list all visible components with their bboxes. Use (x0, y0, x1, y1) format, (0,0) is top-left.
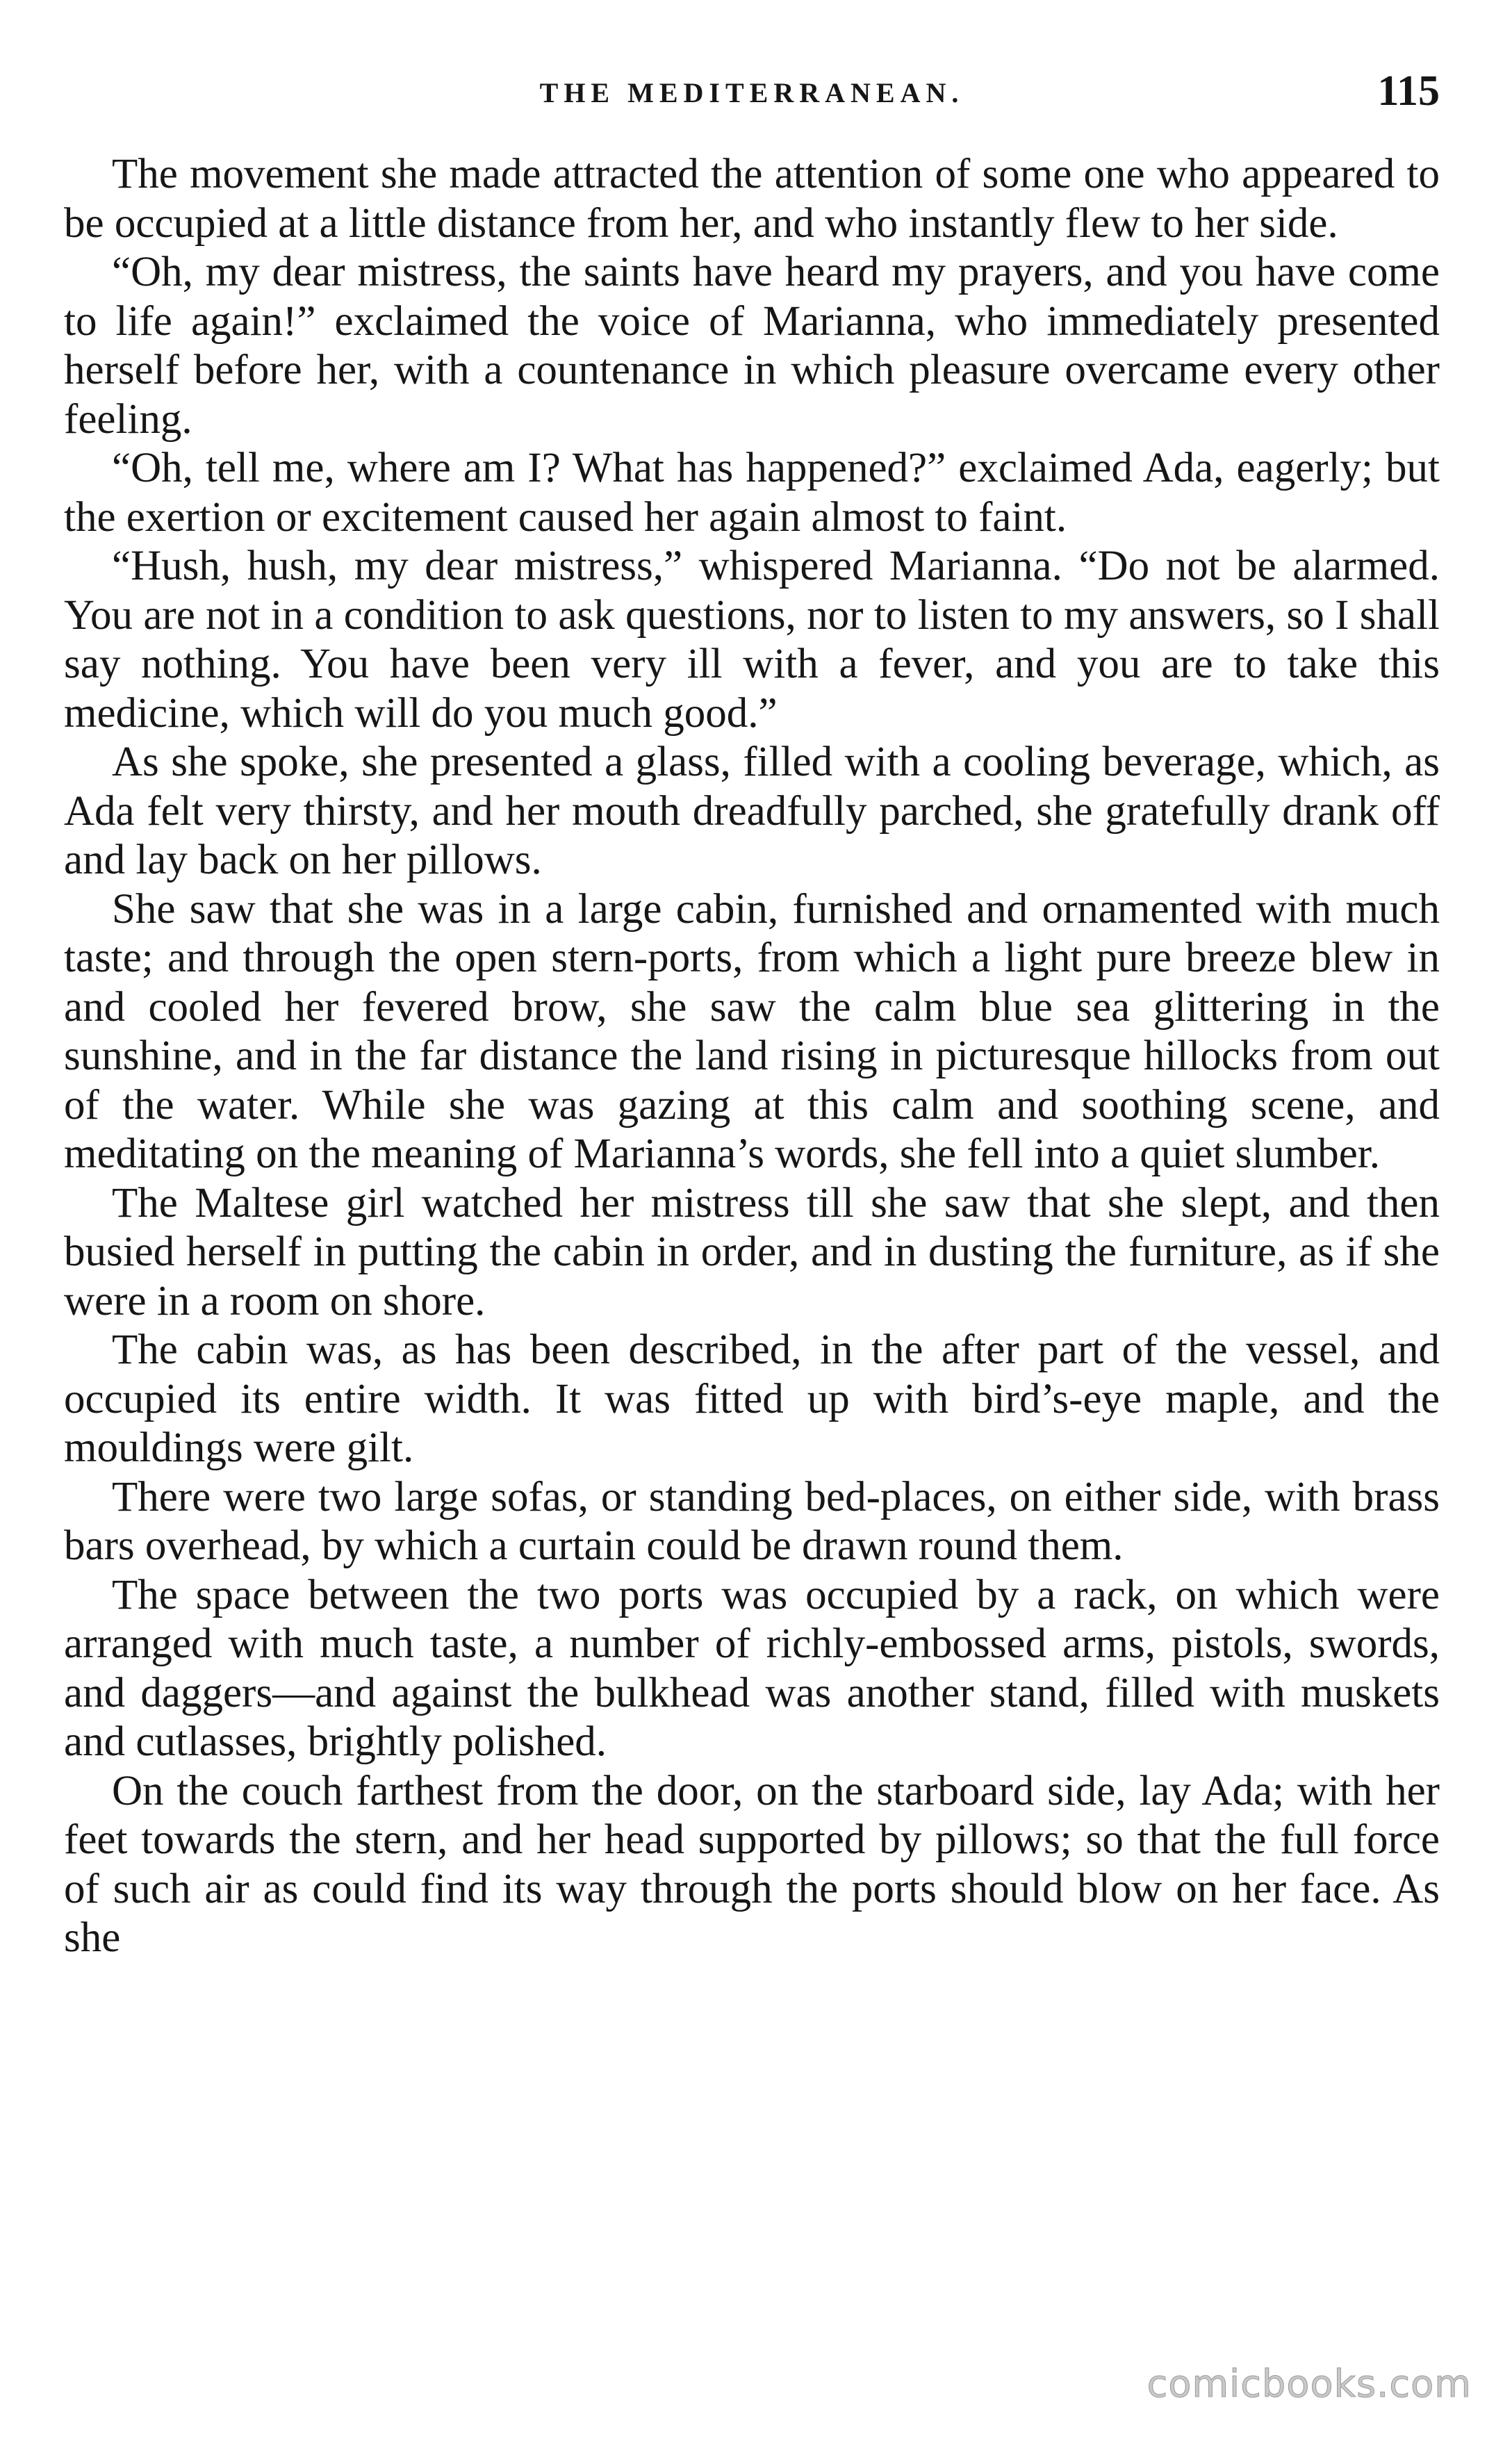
paragraph: As she spoke, she presented a glass, filled with a cooling beverage, which, as Ada felt very thirsty, and her mouth dreadfully parched, she gratefully drank off and lay back on her pillows. (64, 739, 1440, 883)
paragraph: The cabin was, as has been described, in the after part of the vessel, and occupied its entire width. It was fitted up with bird’s-eye maple, and the mouldings were gilt. (64, 1327, 1440, 1471)
body-text (64, 150, 1440, 1963)
paragraph: She saw that she was in a large cabin, furnished and ornamented with much taste; and through the open stern-ports, from which a light pure breeze blew in and cooled her fevered brow, she saw the calm blue sea glittering in the sunshine, and in the far distance the land rising in picturesque hillocks from out of the water. While she was gazing at this calm and soothing scene, and meditating on the meaning of Marianna’s words, she fell into a quiet slumber. (64, 885, 1440, 1177)
page-header (64, 67, 1440, 136)
paragraph: The Maltese girl watched her mistress till she saw that she slept, and then busied herself in putting the cabin in order, and in dusting the furniture, as if she were in a room on shore. (64, 1179, 1440, 1324)
paragraph: There were two large sofas, or standing bed-places, on either side, with brass bars overhead, by which a curtain could be drawn round them. (64, 1473, 1440, 1569)
watermark: comicbooks.com (1147, 2362, 1472, 2406)
paragraph: “Oh, tell me, where am I? What has happened?” exclaimed Ada, eagerly; but the exertion or excitement caused her again almost to faint. (64, 445, 1440, 541)
paragraph: “Oh, my dear mistress, the saints have heard my prayers, and you have come to life again!” exclaimed the voice of Marianna, who immediately presented herself before her, with a countenance in which pleasure overcame every other feeling. (64, 249, 1440, 443)
paragraph: The movement she made attracted the attention of some one who appeared to be occupied at a little distance from her, and who instantly flew to her side. (64, 151, 1440, 247)
running-title: THE MEDITERRANEAN. (539, 77, 964, 108)
paragraph: On the couch farthest from the door, on the starboard side, lay Ada; with her feet towards the stern, and her head supported by pillows; so that the full force of such air as could find its way through the ports should blow on her face. As she (64, 1767, 1440, 1961)
book-page (64, 67, 1440, 2388)
paragraph: “Hush, hush, my dear mistress,” whispered Marianna. “Do not be alarmed. You are not in a condition to ask questions, nor to listen to my answers, so I shall say nothing. You have been very ill with a fever, and you are to take this medicine, which will do you much good.” (64, 543, 1440, 737)
page-number: 115 (1377, 67, 1440, 115)
paragraph: The space between the two ports was occupied by a rack, on which were arranged with much taste, a number of richly-embossed arms, pistols, swords, and daggers—and against the bulkhead was another stand, filled with muskets and cutlasses, brightly polished. (64, 1571, 1440, 1765)
